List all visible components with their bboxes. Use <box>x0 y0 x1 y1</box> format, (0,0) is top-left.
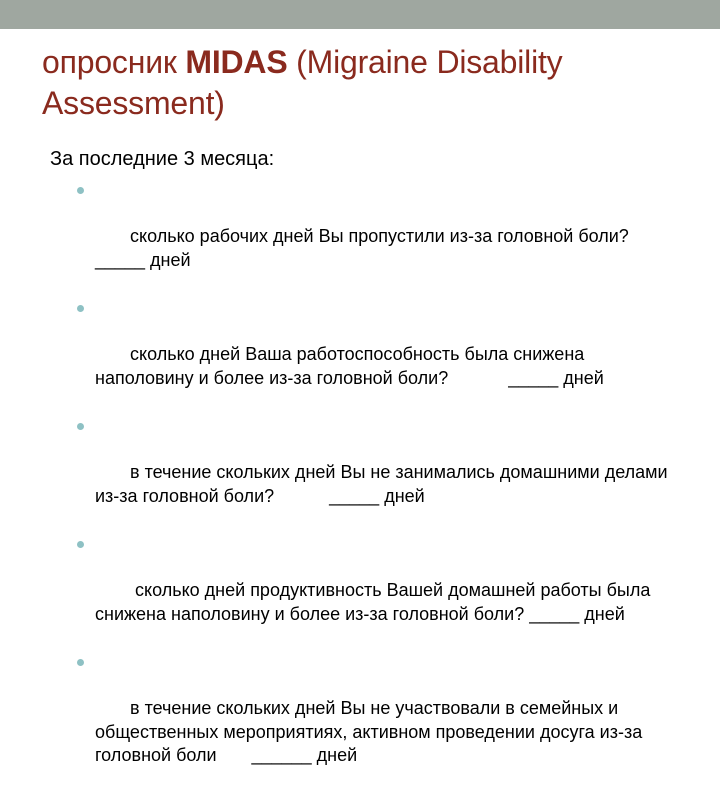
list-item-text: сколько рабочих дней Вы пропустили из-за головной боли? _____ дней <box>95 226 634 270</box>
list-item <box>42 296 682 414</box>
bullet-icon <box>77 305 84 312</box>
bullet-icon <box>77 423 84 430</box>
list-item <box>42 178 682 296</box>
bullet-icon <box>77 541 84 548</box>
list-item <box>42 532 682 650</box>
list-item <box>42 650 682 791</box>
list-item-text: в течение скольких дней Вы не занимались домашними делами из-за головной боли? _____ дней <box>95 462 673 506</box>
slide-content <box>42 146 682 792</box>
question-list <box>42 178 682 791</box>
slide-title <box>42 42 682 124</box>
bullet-icon <box>77 187 84 194</box>
list-item-text: в течение скольких дней Вы не участвовали в семейных и общественных мероприятиях, активном проведении досуга из-за головной боли ______ дней <box>95 698 648 765</box>
list-item-text: сколько дней продуктивность Вашей домашней работы была снижена наполовину и более из-за головной боли? _____ дней <box>95 580 656 624</box>
title-bold: MIDAS <box>185 44 288 80</box>
bullet-icon <box>77 659 84 666</box>
list-item-text: сколько дней Ваша работоспособность была снижена наполовину и более из-за головной боли? _____ дней <box>95 344 604 388</box>
title-prefix: опросник <box>42 44 186 80</box>
list-item <box>42 414 682 532</box>
intro-text: За последние 3 месяца: <box>50 148 275 170</box>
title-suffix: (Migraine Disability Assessment) <box>42 44 563 121</box>
top-band <box>0 0 720 29</box>
